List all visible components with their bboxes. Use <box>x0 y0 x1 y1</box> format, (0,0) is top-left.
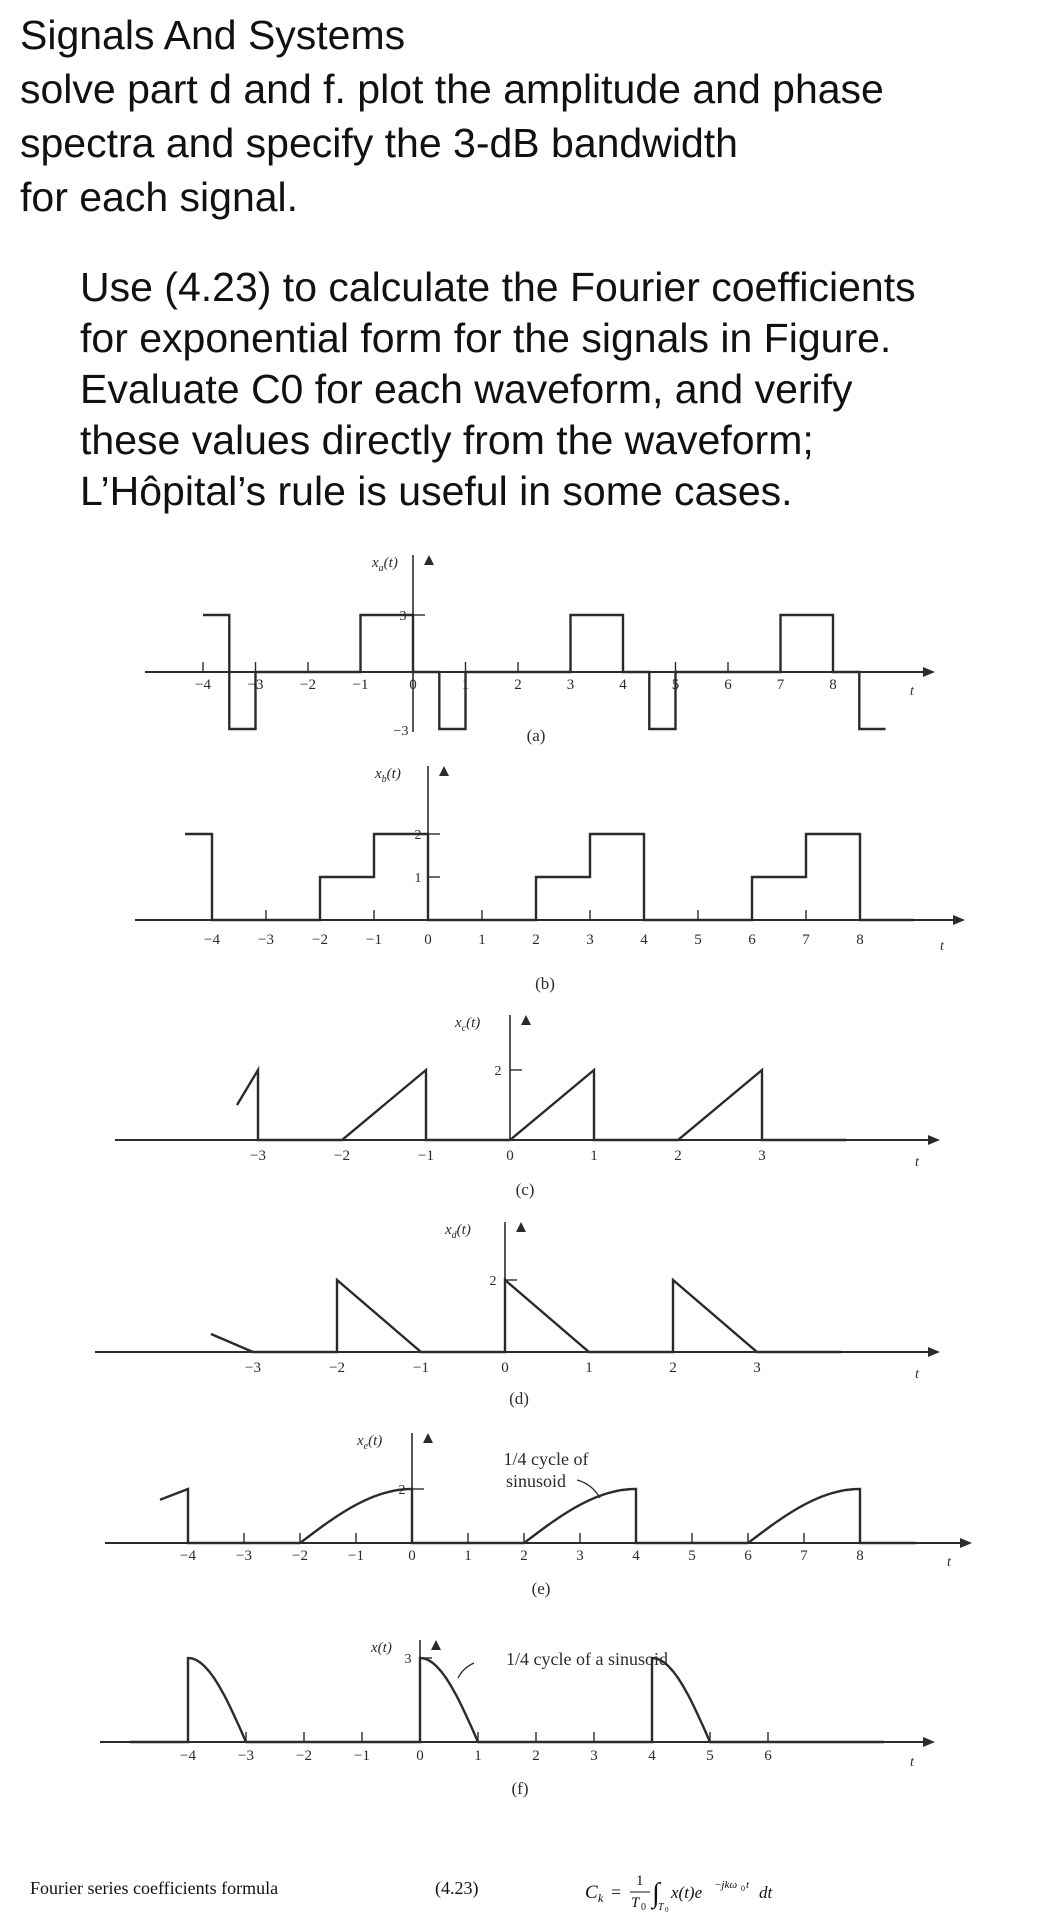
tick-label-b-9: 5 <box>694 932 702 948</box>
formula-frac-den-sub: 0 <box>641 1902 646 1912</box>
tick-label-f-10: 6 <box>764 1748 772 1764</box>
tick-label-e-8: 4 <box>632 1548 640 1564</box>
formula-frac-num: 1 <box>636 1873 644 1889</box>
formula-row <box>0 1868 1055 1912</box>
fourier-coefficient-formula <box>585 1868 825 1912</box>
tick-label-f-9: 5 <box>706 1748 714 1764</box>
tick-label-f-8: 4 <box>648 1748 656 1764</box>
y-axis-arrow-f <box>431 1640 441 1650</box>
tick-label-a-6: 2 <box>514 677 522 693</box>
problem-line-5: L’Hôpital’s rule is useful in some cases. <box>80 468 793 514</box>
tick-label-b-1: −3 <box>258 932 274 948</box>
tick-label-a-10: 6 <box>724 677 732 693</box>
tick-label-b-0: −4 <box>204 932 220 948</box>
tick-label-f-4: 0 <box>416 1748 424 1764</box>
caption-e: (e) <box>531 1579 551 1598</box>
tick-label-a-3: −1 <box>352 677 369 693</box>
x-axis-arrow-e <box>960 1538 972 1548</box>
formula-equals: = <box>611 1882 622 1902</box>
formula-dt: dt <box>759 1883 773 1902</box>
annotation-e-line-2: sinusoid <box>505 1471 567 1491</box>
x-axis-arrow-b <box>953 915 965 925</box>
x-axis-arrow-a <box>923 667 935 677</box>
tick-label-a-2: −2 <box>300 677 316 693</box>
formula-exponent-sub: 0 <box>741 1884 745 1893</box>
y-axis-arrow-d <box>516 1222 526 1232</box>
tick-label-e-7: 3 <box>576 1548 584 1564</box>
caption-a: (a) <box>526 726 546 745</box>
annotation-f-pointer <box>458 1663 474 1678</box>
tick-label-a-0: −4 <box>195 677 211 693</box>
tick-label-d-5: 2 <box>669 1360 677 1376</box>
x-axis-arrow-c <box>928 1135 940 1145</box>
tick-label-a-1: −3 <box>247 677 264 693</box>
formula-caption: Fourier series coefficients formula <box>30 1878 279 1898</box>
x-axis-arrow-f <box>923 1737 935 1747</box>
level-label-f-0: 3 <box>404 1652 412 1667</box>
header-line-2: solve part d and f. plot the amplitude and phase <box>20 66 884 112</box>
y-label-b: $x_b(t)$ <box>375 766 401 785</box>
y-label-c: $x_c(t)$ <box>455 1015 481 1034</box>
tick-label-f-2: −2 <box>296 1748 312 1764</box>
annotation-e-pointer <box>577 1480 600 1498</box>
tick-label-e-3: −1 <box>348 1548 364 1564</box>
tick-label-e-4: 0 <box>408 1548 416 1564</box>
tick-label-e-11: 7 <box>800 1548 808 1564</box>
tick-label-d-0: −3 <box>245 1360 261 1376</box>
formula-integral: ∫ <box>652 1878 660 1909</box>
tick-label-b-3: −1 <box>366 932 382 948</box>
waveform-b <box>185 834 914 920</box>
tick-label-b-2: −2 <box>312 932 328 948</box>
tick-label-a-12: 8 <box>829 677 837 693</box>
tick-label-f-5: 1 <box>474 1748 482 1764</box>
formula-exponent-tail: t <box>746 1879 750 1891</box>
y-axis-arrow-a <box>424 555 434 565</box>
tick-label-f-6: 2 <box>532 1748 540 1764</box>
header-line-3: spectra and specify the 3-dB bandwidth <box>20 120 738 166</box>
level-label-e-0: 2 <box>398 1483 406 1498</box>
tick-label-d-4: 1 <box>585 1360 593 1376</box>
tick-label-f-0: −4 <box>180 1748 196 1764</box>
y-axis-arrow-e <box>423 1433 433 1443</box>
tick-label-a-7: 3 <box>566 677 575 693</box>
tick-label-e-2: −2 <box>292 1548 308 1564</box>
tick-label-b-11: 7 <box>802 932 810 948</box>
tick-label-c-2: −1 <box>418 1148 434 1164</box>
tick-label-e-12: 8 <box>856 1548 864 1564</box>
waveform-c <box>237 1070 846 1140</box>
y-label-d: $x_d(t)$ <box>445 1222 471 1241</box>
caption-d: (d) <box>509 1389 529 1408</box>
tick-label-a-8: 4 <box>619 677 627 693</box>
waveform-d <box>211 1280 841 1352</box>
t-label-c: t <box>915 1155 919 1170</box>
problem-line-1: Use (4.23) to calculate the Fourier coefficients <box>80 264 916 310</box>
tick-label-e-5: 1 <box>464 1548 472 1564</box>
level-label-d-0: 2 <box>489 1274 497 1289</box>
t-label-b: t <box>940 939 944 954</box>
tick-label-e-1: −3 <box>236 1548 252 1564</box>
tick-label-e-6: 2 <box>520 1548 528 1564</box>
level-label-a-0: 3 <box>399 609 407 624</box>
formula-frac-den: T <box>631 1895 640 1911</box>
tick-label-c-1: −2 <box>334 1148 350 1164</box>
formula-integral-sub-sub: 0 <box>665 1906 669 1912</box>
tick-label-c-4: 1 <box>590 1148 598 1164</box>
t-label-d: t <box>915 1367 919 1382</box>
tick-label-c-3: 0 <box>506 1148 514 1164</box>
waveform-e <box>160 1489 916 1543</box>
tick-label-d-3: 0 <box>501 1360 509 1376</box>
t-label-a: t <box>910 684 914 699</box>
level-label-a-1: −3 <box>393 724 409 739</box>
caption-b: (b) <box>535 974 555 993</box>
waveform-f <box>130 1658 884 1742</box>
x-axis-arrow-d <box>928 1347 940 1357</box>
formula-number: (4.23) <box>435 1878 479 1898</box>
formula-lhs: C <box>585 1882 598 1903</box>
problem-line-4: these values directly from the waveform; <box>80 417 814 463</box>
y-axis-arrow-c <box>521 1015 531 1025</box>
tick-label-a-4: 0 <box>409 677 417 693</box>
tick-label-d-6: 3 <box>753 1360 761 1376</box>
tick-label-a-5: 1 <box>461 677 470 693</box>
y-axis-arrow-b <box>439 766 449 776</box>
tick-label-b-5: 1 <box>478 932 486 948</box>
tick-label-e-9: 5 <box>688 1548 696 1564</box>
annotation-f-line-1: 1/4 cycle of a sinusoid <box>506 1649 668 1669</box>
tick-label-b-10: 6 <box>748 932 756 948</box>
level-label-c-0: 2 <box>494 1064 502 1079</box>
tick-label-c-0: −3 <box>250 1148 266 1164</box>
tick-label-b-12: 8 <box>856 932 864 948</box>
tick-label-f-3: −1 <box>354 1748 370 1764</box>
formula-exponent: −jkω <box>714 1879 738 1891</box>
tick-label-f-1: −3 <box>238 1748 254 1764</box>
problem-line-2: for exponential form for the signals in Figure. <box>80 315 892 361</box>
tick-label-a-11: 7 <box>776 677 785 693</box>
tick-label-b-6: 2 <box>532 932 540 948</box>
t-label-f: t <box>910 1755 914 1770</box>
t-label-e: t <box>947 1555 951 1570</box>
tick-label-e-10: 6 <box>744 1548 752 1564</box>
tick-label-b-8: 4 <box>640 932 648 948</box>
tick-label-b-7: 3 <box>586 932 594 948</box>
caption-c: (c) <box>515 1180 535 1199</box>
header-line-1: Signals And Systems <box>20 12 406 58</box>
level-label-b-1: 1 <box>414 871 422 886</box>
formula-lhs-sub: k <box>598 1891 604 1905</box>
tick-label-f-7: 3 <box>590 1748 598 1764</box>
tick-label-c-5: 2 <box>674 1148 682 1164</box>
y-label-f: x(t) <box>371 1640 392 1656</box>
annotation-e-line-1: 1/4 cycle of <box>503 1449 589 1469</box>
problem-line-3: Evaluate C0 for each waveform, and verify <box>80 366 853 412</box>
caption-f: (f) <box>511 1779 529 1798</box>
y-label-e: $x_e(t)$ <box>357 1433 383 1452</box>
formula-integral-sub: T <box>658 1902 664 1912</box>
header-line-4: for each signal. <box>20 174 299 220</box>
y-label-a: $x_a(t)$ <box>372 555 398 574</box>
tick-label-d-1: −2 <box>329 1360 345 1376</box>
formula-integrand: x(t)e <box>671 1883 703 1902</box>
tick-label-c-6: 3 <box>758 1148 766 1164</box>
tick-label-e-0: −4 <box>180 1548 196 1564</box>
tick-label-d-2: −1 <box>413 1360 429 1376</box>
tick-label-a-9: 5 <box>671 677 680 693</box>
tick-label-b-4: 0 <box>424 932 432 948</box>
level-label-b-0: 2 <box>414 828 422 843</box>
